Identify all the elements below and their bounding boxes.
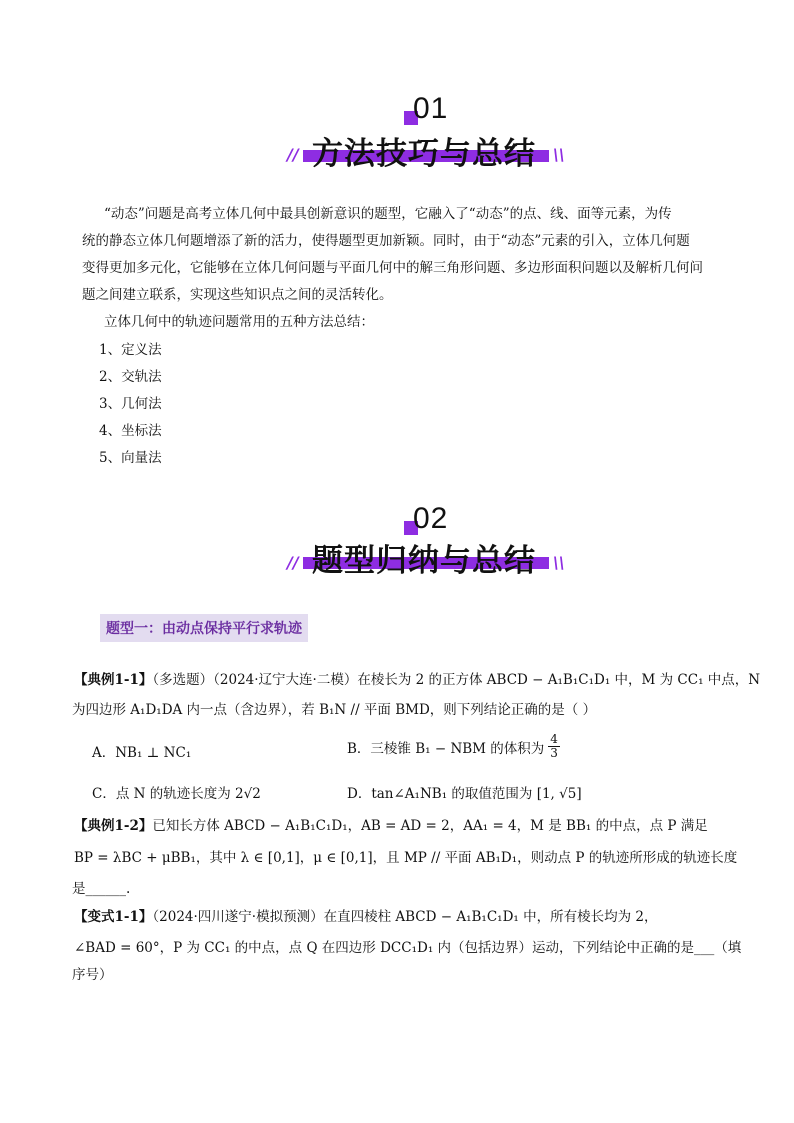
example-tag: 【典例1-1】 <box>74 672 153 688</box>
slash-left-icon: // <box>287 553 299 572</box>
example-header <box>74 904 657 930</box>
intro-line: 变得更加多元化，它能够在立体几何问题与平面几何中的解三角形问题、多边形面积问题以及解析几何问 <box>82 260 703 276</box>
method-item: 2、交轨法 <box>99 369 162 385</box>
option-b <box>347 733 560 760</box>
intro-line: 题之间建立联系，实现这些知识点之间的灵活转化。 <box>82 287 393 303</box>
example-text: ∠BAD = 60°，P 为 CC₁ 的中点，点 Q 在四边形 DCC₁D₁ 内（包括边界）运动，下列结论中正确的是___（填 <box>74 940 742 956</box>
option-b-text: B．三棱锥 B₁ − NBM 的体积为 <box>347 740 545 757</box>
example-text: 为四边形 A₁D₁DA 内一点（含边界），若 B₁N // 平面 BMD，则下列结论正确的是（ ） <box>72 702 597 718</box>
option-d: D．tan∠A₁NB₁ 的取值范围为 [1, √5] <box>347 786 582 802</box>
example-text: （2024·四川遂宁·模拟预测）在直四棱柱 ABCD − A₁B₁C₁D₁ 中，所有棱长均为 2， <box>152 909 658 925</box>
slash-left-icon: // <box>287 145 299 164</box>
example-header <box>74 667 760 693</box>
example-text: BP = λBC + μBB₁，其中 λ ∈ [0,1]，μ ∈ [0,1]，且 MP // 平面 AB₁D₁，则动点 P 的轨迹所形成的轨迹长度 <box>74 850 738 866</box>
option-c: C．点 N 的轨迹长度为 2√2 <box>92 786 261 802</box>
fraction <box>548 733 560 760</box>
intro-line: “动态”问题是高考立体几何中最具创新意识的题型，它融入了“动态”的点、线、面等元素，为传 <box>104 206 672 222</box>
fraction-numerator: 4 <box>550 732 558 746</box>
section-number: 01 <box>413 92 449 125</box>
question-type-label: 题型一：由动点保持平行求轨迹 <box>100 614 308 642</box>
example-text: 已知长方体 ABCD − A₁B₁C₁D₁，AB = AD = 2，AA₁ = 4，M 是 BB₁ 的中点，点 P 满足 <box>152 818 708 834</box>
method-item: 4、坐标法 <box>99 423 162 439</box>
option-a: A．NB₁ ⊥ NC₁ <box>92 745 192 761</box>
method-item: 1、定义法 <box>99 342 162 358</box>
section-title: 方法技巧与总结 <box>312 136 536 172</box>
slash-right-icon: \\ <box>553 145 565 164</box>
summary-line: 立体几何中的轨迹问题常用的五种方法总结： <box>104 314 374 330</box>
slash-right-icon: \\ <box>553 553 565 572</box>
example-text: 序号） <box>72 967 113 983</box>
example-text: （多选题）（2024·辽宁大连·二模）在棱长为 2 的正方体 ABCD − A₁B₁C₁D₁ 中，M 为 CC₁ 中点，N <box>152 672 761 688</box>
example-header <box>74 813 708 839</box>
fraction-denominator: 3 <box>550 746 558 760</box>
method-item: 3、几何法 <box>99 396 162 412</box>
example-text: 是______. <box>72 881 131 897</box>
intro-line: 统的静态立体几何题增添了新的活力，使得题型更加新颖。同时，由于“动态”元素的引入，立体几何题 <box>82 233 690 249</box>
example-tag: 【典例1-2】 <box>74 818 153 834</box>
section-title: 题型归纳与总结 <box>312 543 536 579</box>
example-tag: 【变式1-1】 <box>74 909 153 925</box>
method-item: 5、向量法 <box>99 450 162 466</box>
section-number: 02 <box>413 502 449 535</box>
